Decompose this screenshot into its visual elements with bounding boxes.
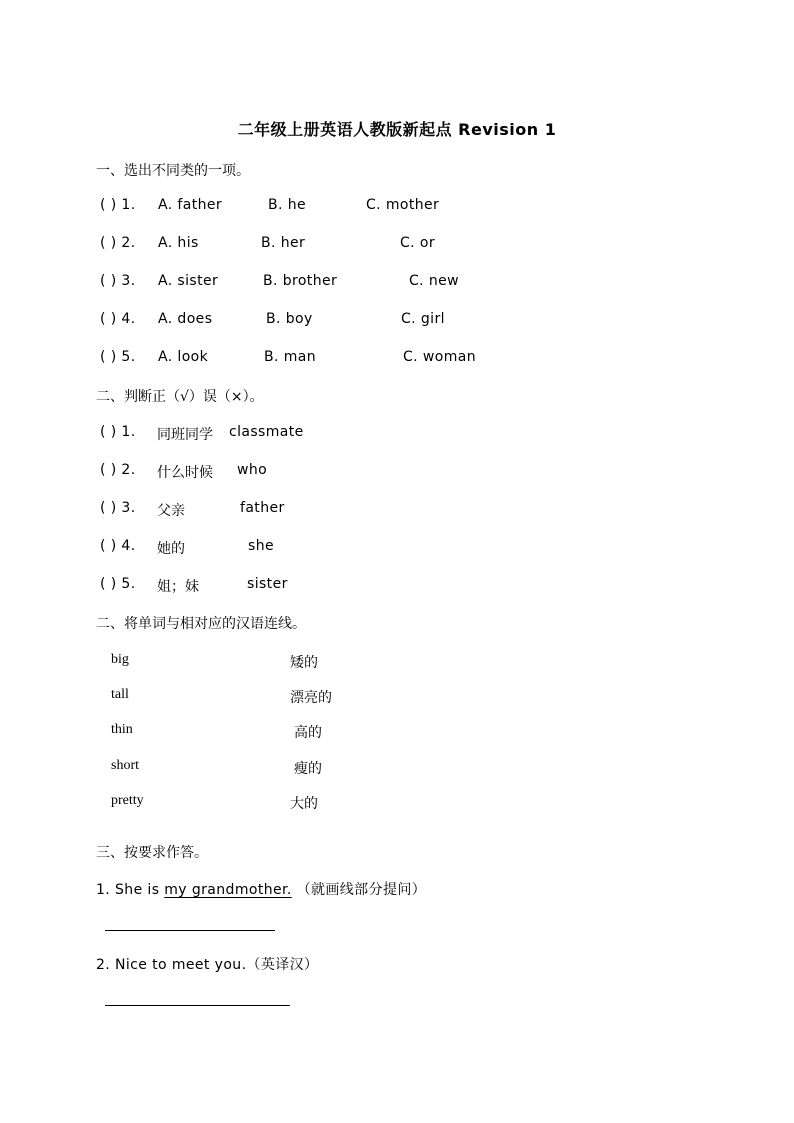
option-a: A. his — [158, 235, 199, 251]
english-term: classmate — [229, 424, 304, 440]
question-number: ( ) 2. — [100, 462, 136, 478]
chinese-meaning: 矮的 — [290, 655, 318, 671]
english-term: sister — [247, 576, 288, 592]
english-term: she — [248, 538, 274, 554]
english-word: thin — [111, 722, 133, 737]
english-word: tall — [111, 687, 129, 702]
option-b: B. man — [264, 349, 316, 365]
question-instruction: （就画线部分提问） — [291, 882, 427, 898]
page-title: 二年级上册英语人教版新起点 Revision 1 — [237, 120, 557, 139]
question-number: ( ) 4. — [100, 538, 136, 554]
part4-heading: 三、按要求作答。 — [96, 845, 208, 861]
part4-question-1 — [96, 879, 426, 899]
option-b: B. he — [268, 197, 306, 213]
option-c: C. new — [409, 273, 460, 289]
question-number: ( ) 1. — [100, 424, 136, 440]
part4-question-2: 2. Nice to meet you.（英译汉） — [96, 957, 319, 973]
question-number: ( ) 1. — [100, 197, 136, 213]
part1-heading: 一、选出不同类的一项。 — [96, 163, 250, 179]
chinese-term: 她的 — [157, 541, 185, 557]
part3-heading: 二、将单词与相对应的汉语连线。 — [96, 616, 306, 632]
english-term: who — [237, 462, 268, 478]
chinese-term: 姐；妹 — [157, 579, 199, 595]
option-a: A. father — [158, 197, 223, 213]
question-number: ( ) 4. — [100, 311, 136, 327]
question-number: ( ) 5. — [100, 576, 136, 592]
chinese-term: 什么时候 — [157, 465, 213, 481]
question-number: ( ) 3. — [100, 273, 136, 289]
chinese-term: 父亲 — [157, 503, 185, 519]
english-word: big — [111, 652, 129, 667]
answer-line-1[interactable] — [105, 930, 275, 931]
part2-heading: 二、判断正（√）误（×）。 — [96, 389, 264, 405]
answer-line-2[interactable] — [105, 1005, 290, 1006]
question-number: ( ) 5. — [100, 349, 136, 365]
english-term: father — [240, 500, 285, 516]
question-prefix: 1. She is — [96, 882, 165, 898]
chinese-term: 同班同学 — [157, 427, 213, 443]
option-b: B. her — [261, 235, 306, 251]
question-number: ( ) 3. — [100, 500, 136, 516]
option-c: C. girl — [401, 311, 445, 327]
question-number: ( ) 2. — [100, 235, 136, 251]
chinese-meaning: 瘦的 — [294, 761, 322, 777]
chinese-meaning: 大的 — [290, 796, 318, 812]
option-c: C. or — [400, 235, 435, 251]
english-word: short — [111, 758, 139, 773]
english-word: pretty — [111, 793, 144, 808]
option-a: A. look — [158, 349, 209, 365]
option-a: A. does — [158, 311, 213, 327]
chinese-meaning: 漂亮的 — [290, 690, 332, 706]
chinese-meaning: 高的 — [294, 725, 322, 741]
option-c: C. woman — [403, 349, 476, 365]
underlined-phrase: my grandmother. — [164, 882, 292, 898]
option-c: C. mother — [366, 197, 440, 213]
option-b: B. boy — [266, 311, 313, 327]
option-a: A. sister — [158, 273, 219, 289]
option-b: B. brother — [263, 273, 338, 289]
